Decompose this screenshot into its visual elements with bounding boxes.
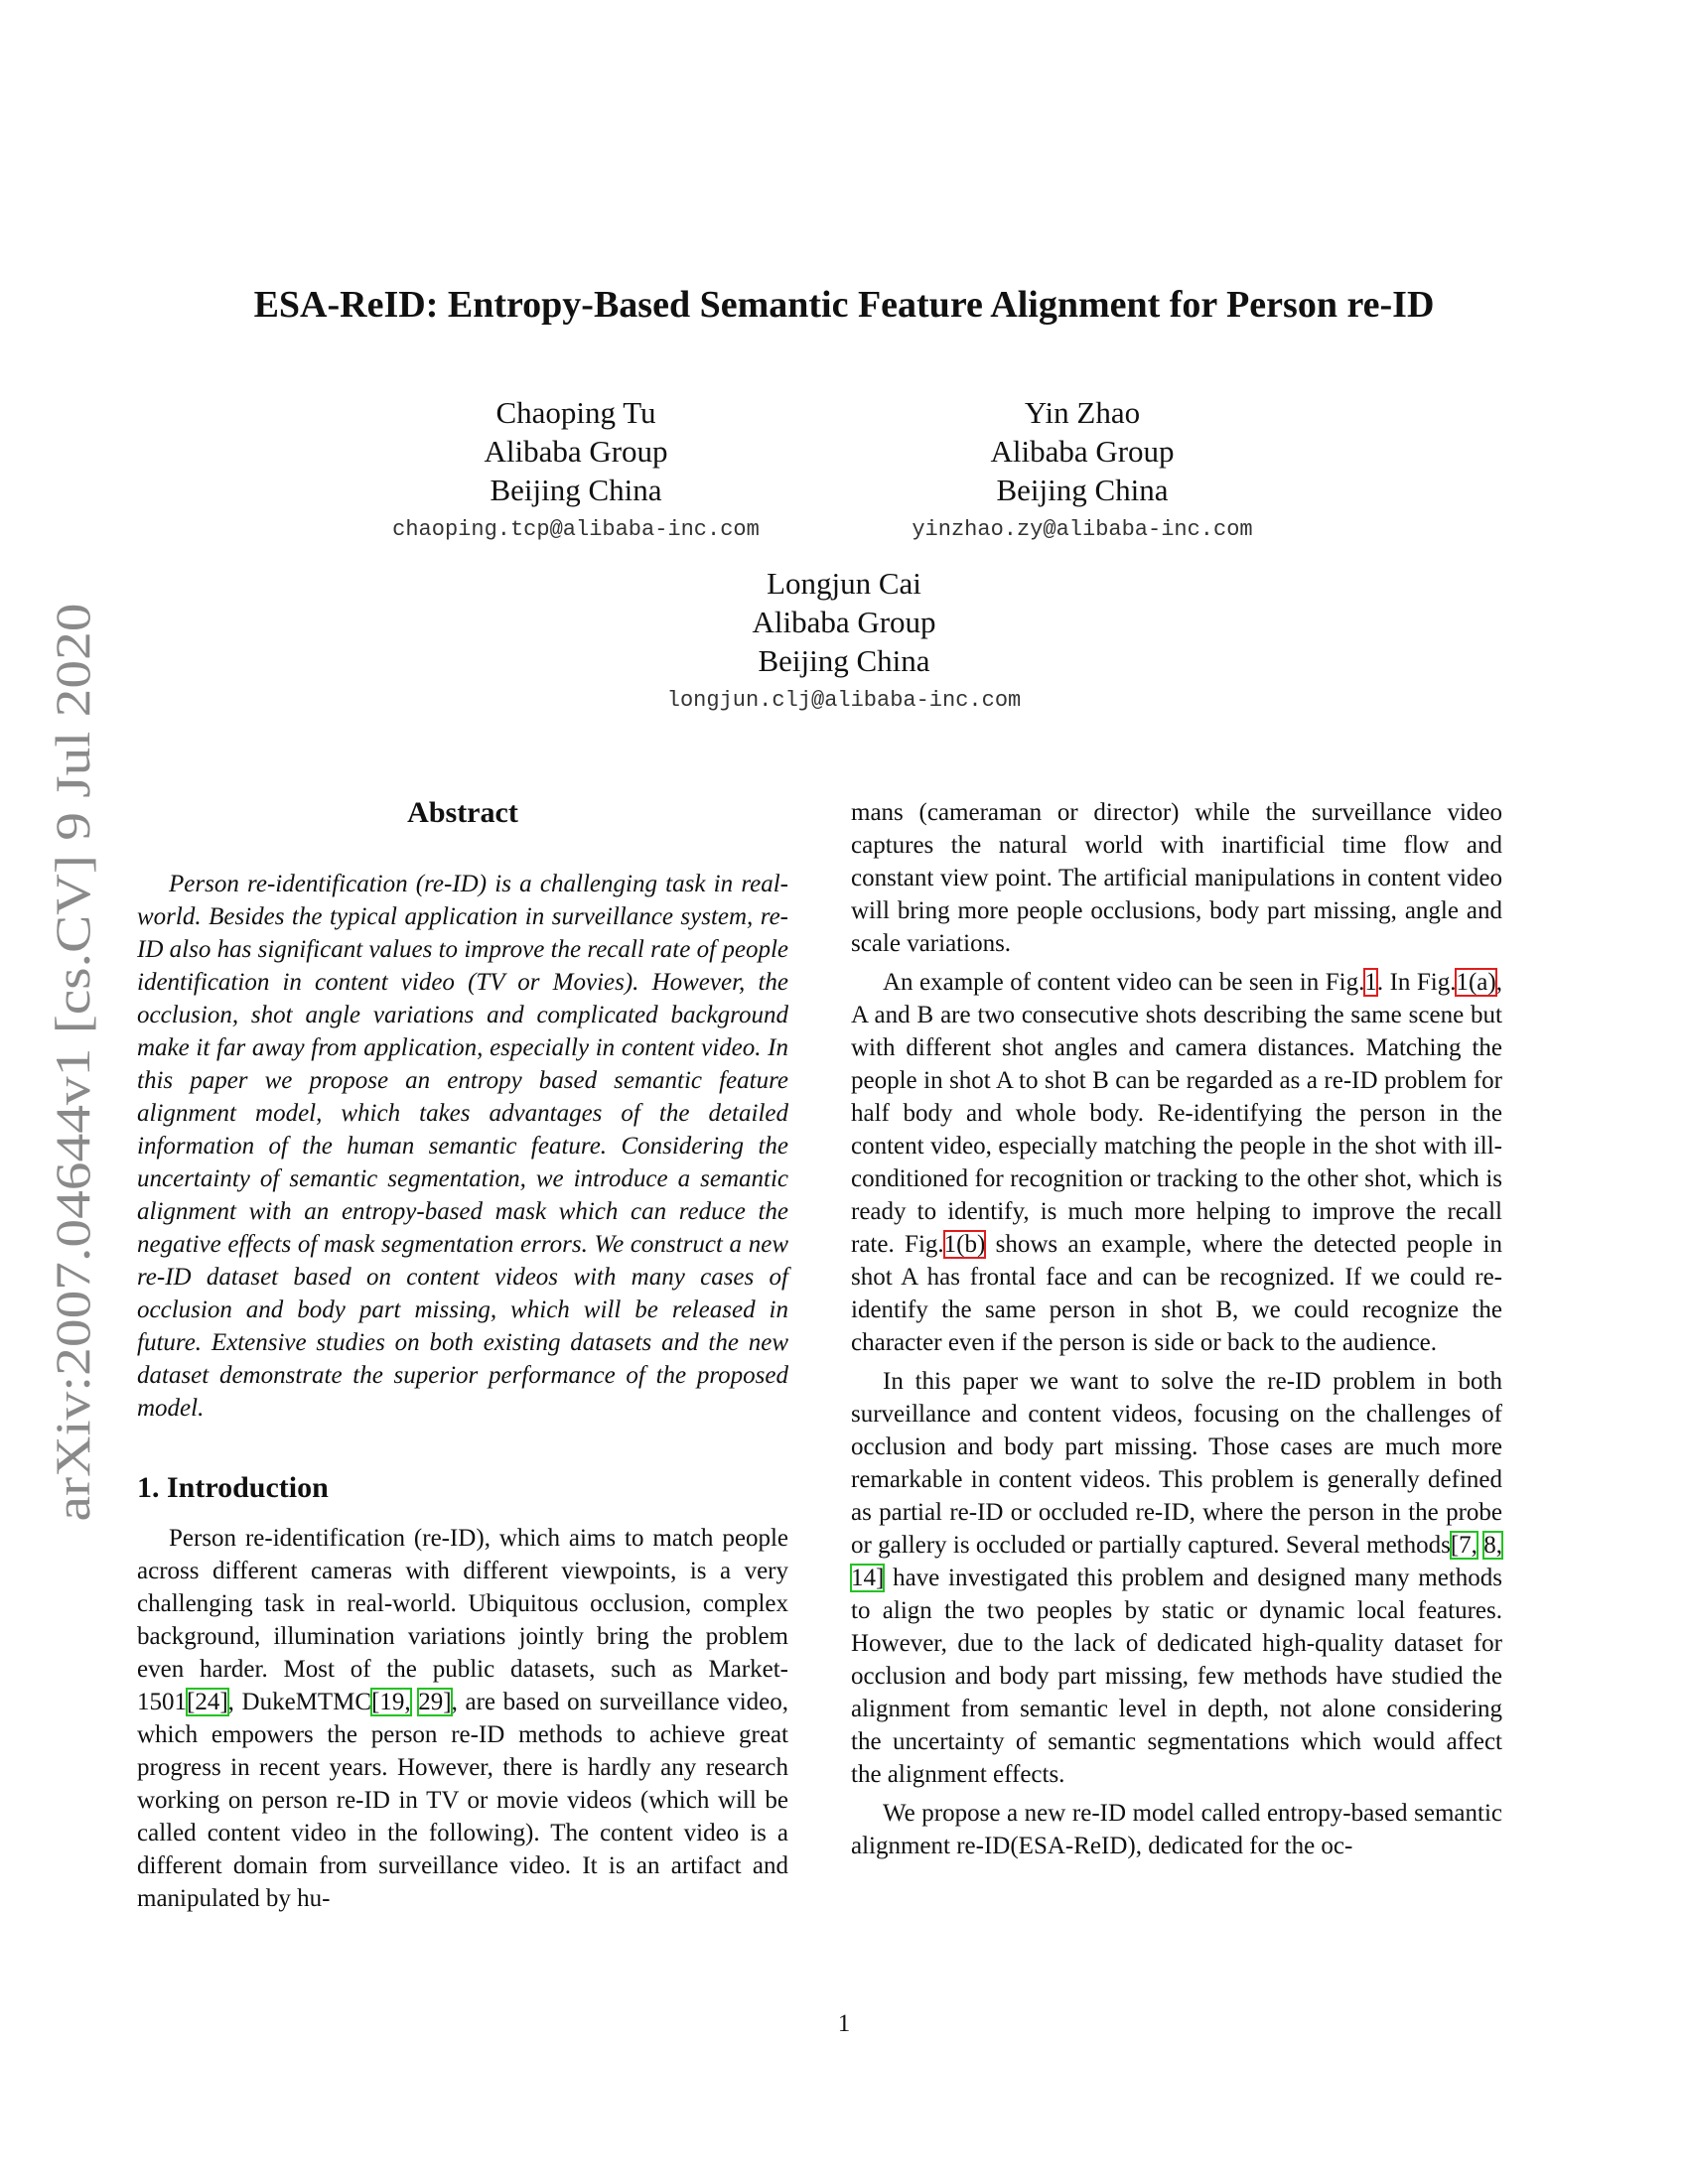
author-email[interactable]: chaoping.tcp@alibaba-inc.com [392, 517, 760, 542]
text-run: shows an example, where the detected people in shot A has frontal face and can be recognized. If we could re-identify the same person in shot B, we could recognize the character even if the person is side or back to the audience. [851, 1231, 1502, 1356]
intro-paragraph-continued: mans (cameraman or director) while the surveillance video captures the natural world with inartificial time flow and constant view point. The artificial manipulations in content video will bring more people occlusions, body part missing, angle and scale variations. [851, 799, 1502, 957]
author-name: Longjun Cai [767, 566, 921, 601]
abstract-heading: Abstract [407, 796, 518, 829]
author-affiliation: Alibaba Group [752, 605, 936, 639]
text-run: Person re-identification (re-ID), which aims to match people across different cameras with different viewpoints, is a very challenging task in real-world. Ubiquitous occlusion, complex background, illumination variations jointly bring the problem even harder. Most of the public datasets, such as Market-1501 [137, 1525, 788, 1715]
arxiv-stamp [40, 596, 109, 1529]
author-email[interactable]: longjun.clj@alibaba-inc.com [666, 688, 1022, 713]
citation-link[interactable]: [7, [1450, 1532, 1477, 1559]
paper-title: ESA-ReID: Entropy-Based Semantic Feature Alignment for Person re-ID [253, 284, 1435, 326]
text-run: . In Fig. [1376, 969, 1457, 996]
arxiv-stamp-text: arXiv:2007.04644v1 [cs.CV] 9 Jul 2020 [45, 722, 100, 1522]
author-affiliation: Alibaba Group [484, 434, 668, 469]
right-column [851, 796, 1502, 1862]
author-block [874, 393, 1291, 547]
left-column [137, 796, 788, 1915]
text-run: , are based on surveillance video, which empowers the person re-ID methods to achieve great progress in recent years. However, there is hardly any research working on person re-ID in TV or movie videos (which will be called content video in the following). The content video is a different domain from surveillance video. It is an artifact and manipulated by hu- [137, 1689, 788, 1912]
intro-paragraph [851, 966, 1502, 1359]
author-name: Yin Zhao [1024, 395, 1141, 430]
intro-paragraph: We propose a new re-ID model called entropy-based semantic alignment re-ID(ESA-ReID), dedicated for the oc- [851, 1800, 1502, 1859]
text-run: An example of content video can be seen in Fig. [883, 969, 1365, 996]
page-number: 1 [837, 2010, 851, 2037]
author-location: Beijing China [996, 473, 1169, 507]
author-location: Beijing China [490, 473, 662, 507]
citation-link[interactable]: 8, [1483, 1532, 1502, 1559]
text-run: , A and B are two consecutive shots describing the same scene but with different shot angles and camera distances. Matching the people in shot A to shot B can be regarded as a re-ID problem for half body and whole body. Re-identifying the person in the content video, especially matching the people in the shot with ill-conditioned for recognition or tracking to the other shot, which is ready to identify, is much more helping to improve the recall rate. Fig. [851, 969, 1502, 1258]
citation-link[interactable]: [24] [187, 1689, 228, 1715]
author-location: Beijing China [758, 643, 930, 678]
abstract-text: Person re-identification (re-ID) is a challenging task in real-world. Besides the typical application in surveillance system, re-ID also has significant values to improve the recall rate of people identification in content video (TV or Movies). However, the occlusion, shot angle variations and complicated background make it far away from application, especially in content video. In this paper we propose an entropy based semantic feature alignment model, which takes advantages of the detailed information of the human semantic feature. Considering the uncertainty of semantic segmentation, we introduce a semantic alignment with an entropy-based mask which can reduce the negative effects of mask segmentation errors. We construct a new re-ID dataset based on content videos with many cases of occlusion and body part missing, which will be released in future. Extensive studies on both existing datasets and the new dataset demonstrate the superior performance of the proposed model. [137, 871, 788, 1422]
figure-ref-link[interactable]: 1(b) [943, 1231, 986, 1258]
text-run: , DukeMTMC [227, 1689, 372, 1715]
figure-ref-link[interactable]: 1 [1364, 969, 1377, 996]
section-heading-introduction: 1. Introduction [137, 1471, 329, 1504]
author-block [367, 393, 784, 547]
author-affiliation: Alibaba Group [990, 434, 1175, 469]
author-email[interactable]: yinzhao.zy@alibaba-inc.com [912, 517, 1253, 542]
intro-paragraph [851, 1365, 1502, 1791]
citation-link[interactable]: 14] [851, 1565, 885, 1591]
text-run: have investigated this problem and designed many methods to align the two peoples by static or dynamic local features. However, due to the lack of dedicated high-quality dataset for occlusion and body part missing, few methods have studied the alignment from semantic level in depth, not alone considering the uncertainty of semantic segmentations which would affect the alignment effects. [851, 1565, 1502, 1788]
author-name: Chaoping Tu [495, 395, 656, 430]
citation-link[interactable]: 29] [418, 1689, 452, 1715]
citation-link[interactable]: [19, [371, 1689, 411, 1715]
author-block [596, 564, 1092, 718]
text-run: In this paper we want to solve the re-ID problem in both surveillance and content videos, focusing on the challenges of occlusion and body part missing. Those cases are much more remarkable in content videos. This problem is generally defined as partial re-ID or occluded re-ID, where the person in the probe or gallery is occluded or partially captured. Several methods [851, 1368, 1502, 1559]
figure-ref-link[interactable]: 1(a) [1456, 969, 1496, 996]
intro-paragraph [137, 1522, 788, 1915]
